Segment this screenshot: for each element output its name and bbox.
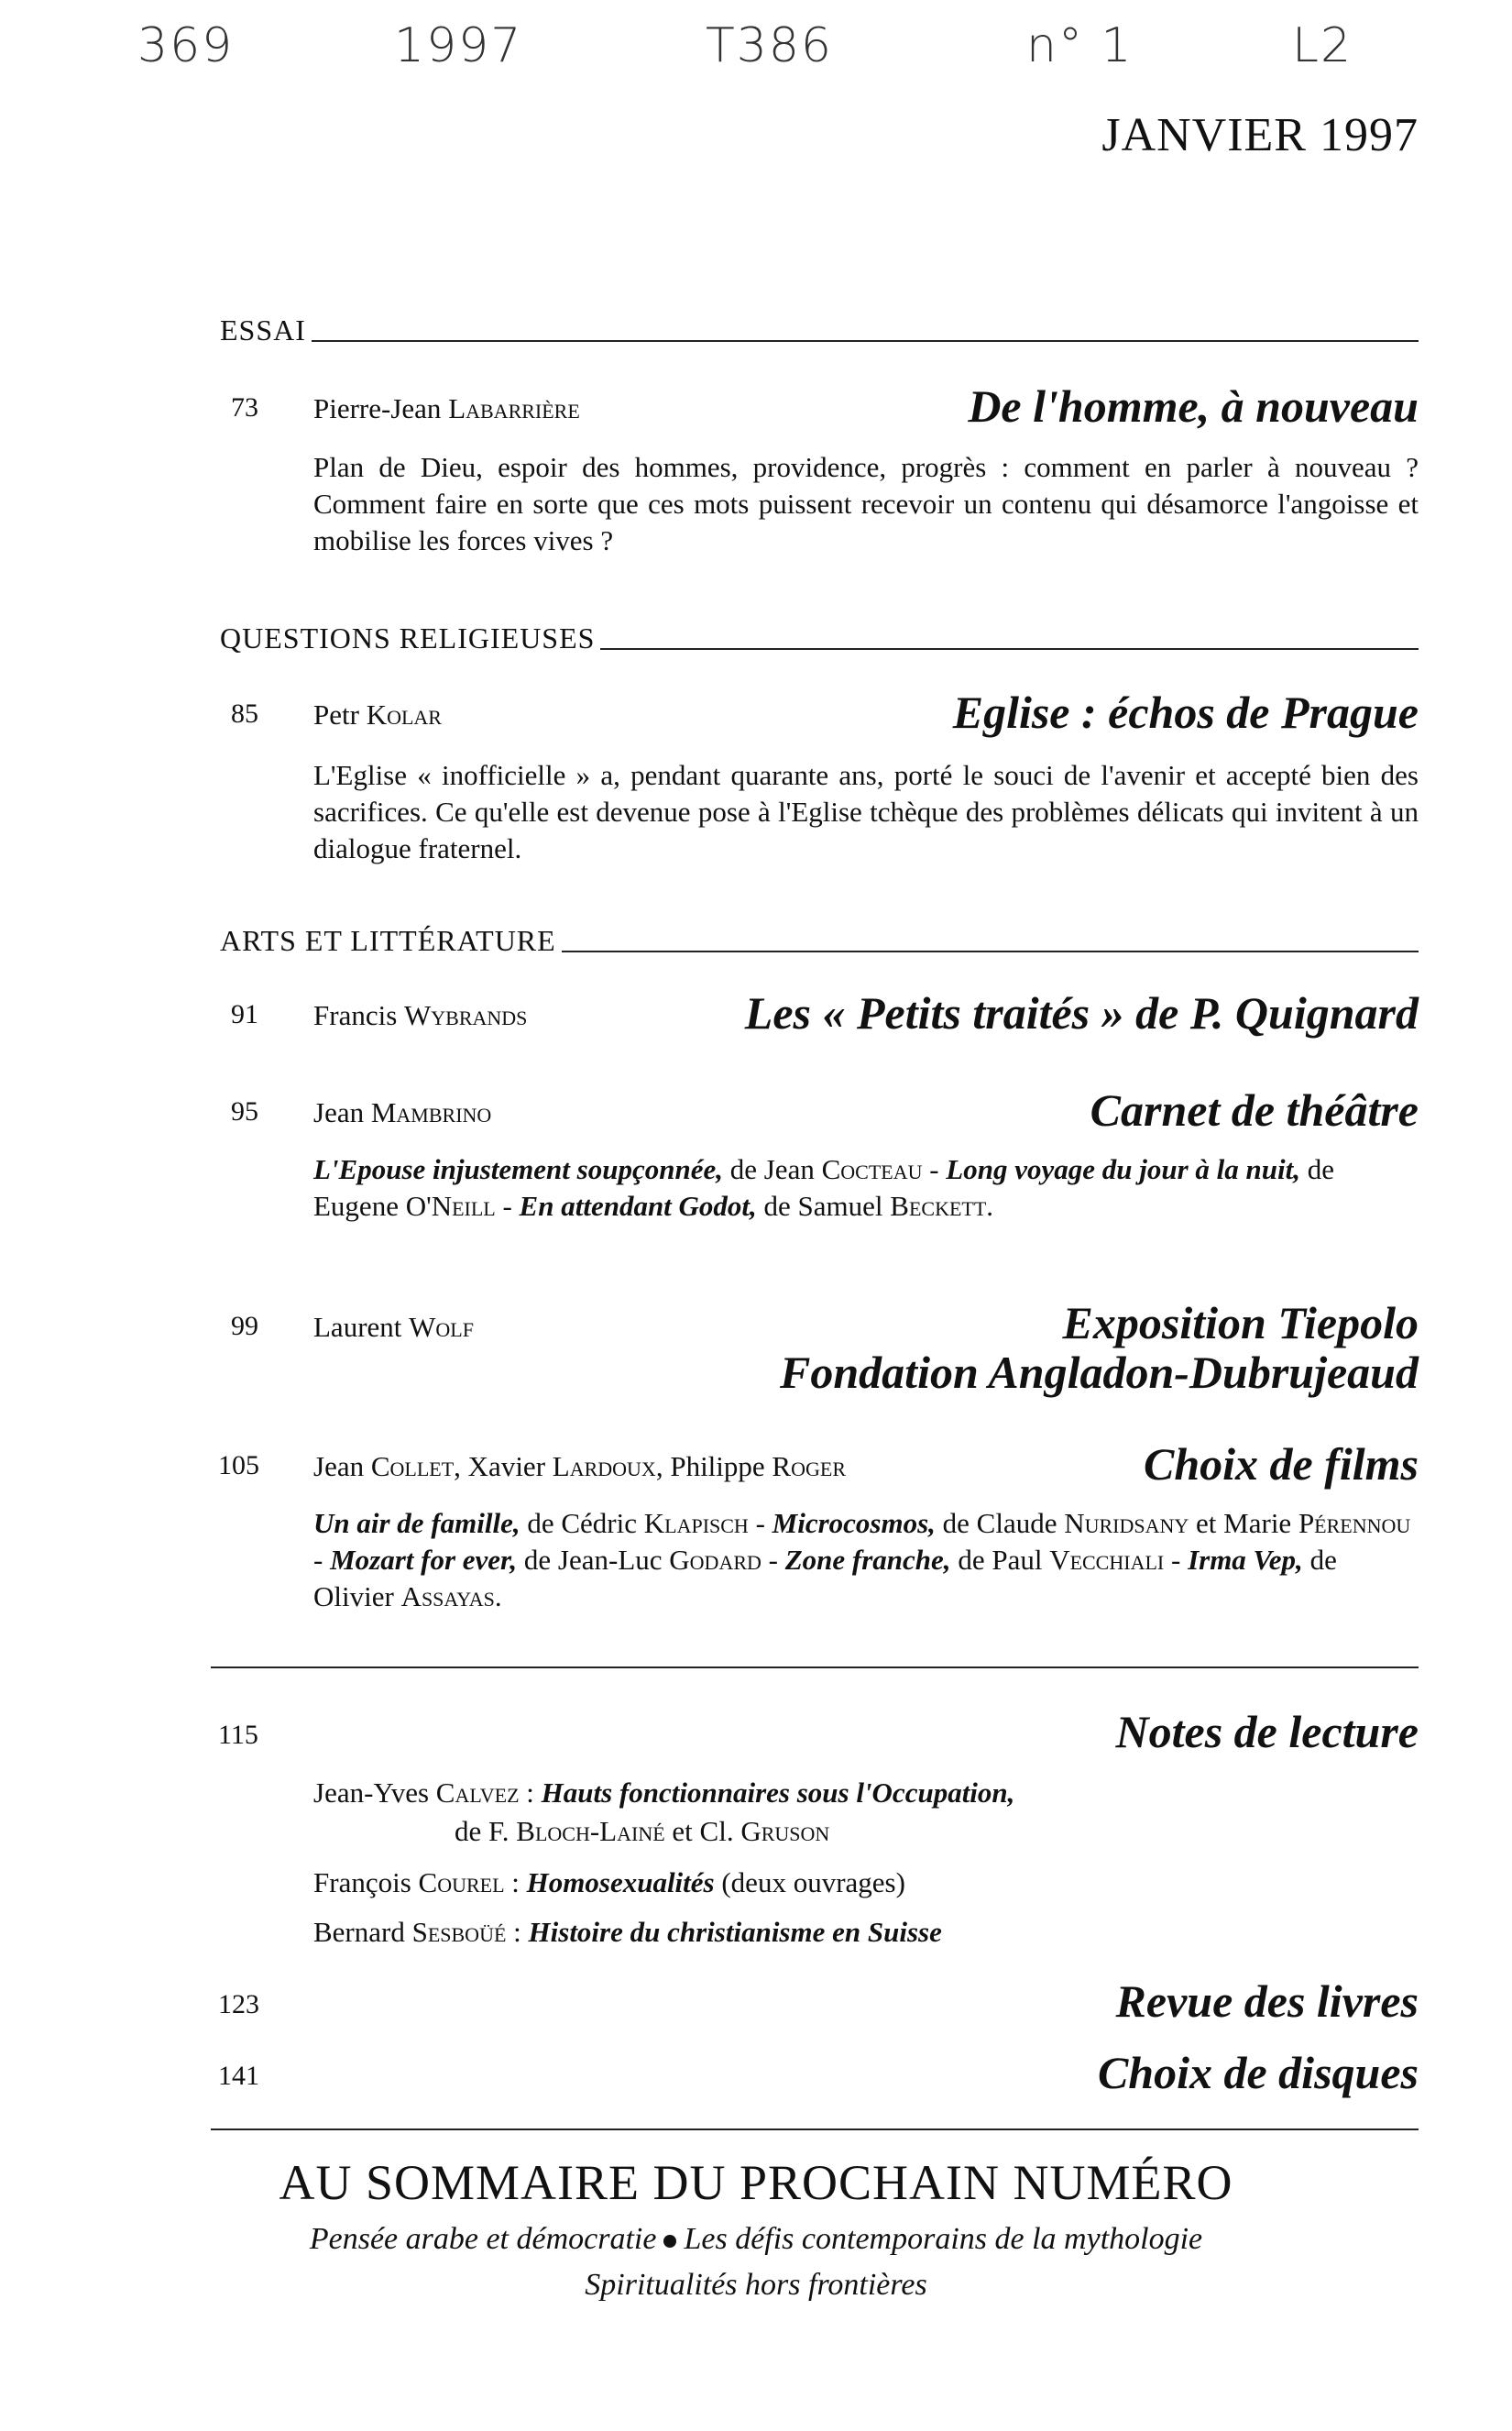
article-title: Eglise : échos de Prague (952, 687, 1419, 738)
section-heading-questions (220, 622, 1419, 655)
article-author: Pierre-Jean Labarrière (313, 392, 580, 424)
page-number: 95 (231, 1096, 258, 1127)
note-entry: Jean-Yves Calvez : Hauts fonctionnaires sous l'Occupation, (313, 1776, 1015, 1809)
page-number: 85 (231, 698, 258, 729)
article-author: Petr Kolar (313, 698, 442, 731)
article-description: Plan de Dieu, espoir des hommes, providence, progrès : comment en parler à nouveau ? Comment faire en sorte que ces mots puissent recevoir un contenu qui désamorce l'angoisse et mobilise les forces vives ? (313, 451, 1419, 556)
article-title: Choix de films (1143, 1438, 1419, 1490)
note-entry-authors: de F. Bloch-Lainé et Cl. Gruson (455, 1815, 830, 1847)
page-number: 123 (218, 1989, 259, 2019)
article-title: Les « Petits traités » de P. Quignard (744, 987, 1419, 1039)
handwritten-note-2: 1997 (394, 18, 523, 73)
article-title: Carnet de théâtre (1090, 1084, 1419, 1136)
handwritten-note-1: 369 (137, 18, 235, 73)
note-entry: Bernard Sesboüé : Histoire du christianisme en Suisse (313, 1916, 942, 1948)
section-heading-arts (220, 924, 1419, 958)
article-title: Choix de disques (1097, 2047, 1419, 2098)
article-description: Un air de famille, de Cédric Klapisch - Microcosmos, de Claude Nuridsany et Marie Pérennou - Mozart for ever, de Jean-Luc Godard - Zone franche, de Paul Vecchiali - Irma Vep, de Olivier Assayas. (313, 1507, 1411, 1612)
page-number: 91 (231, 999, 258, 1029)
article-title: Revue des livres (1115, 1975, 1419, 2027)
article-author: Laurent Wolf (313, 1311, 474, 1343)
note-entry: François Courel : Homosexualités (deux ouvrages) (313, 1866, 905, 1898)
next-issue-heading: AU SOMMAIRE DU PROCHAIN NUMÉRO (279, 2155, 1233, 2210)
section-heading-essai (220, 314, 1419, 347)
article-description: L'Epouse injustement soupçonnée, de Jean Cocteau - Long voyage du jour à la nuit, de Eugene O'Neill - En attendant Godot, de Samuel Beckett. (313, 1153, 1334, 1222)
bullet-icon (663, 2235, 676, 2248)
article-authors: Jean Collet, Xavier Lardoux, Philippe Roger (313, 1450, 846, 1482)
handwritten-note-5: L2 (1292, 18, 1353, 73)
section-heading-label: ARTS ET LITTÉRATURE (220, 924, 556, 957)
page-number: 115 (218, 1720, 258, 1750)
article-title-line-1: Exposition Tiepolo (1062, 1297, 1419, 1348)
next-issue-topic: Spiritualités hors frontières (585, 2268, 927, 2302)
handwritten-note-3: T386 (706, 18, 834, 73)
page-number: 73 (231, 392, 258, 423)
next-issue-topics: Pensée arabe et démocratie Les défis contemporains de la mythologie (309, 2222, 1203, 2256)
issue-date: JANVIER 1997 (1101, 109, 1419, 161)
article-title: De l'homme, à nouveau (968, 380, 1419, 432)
divider (211, 1666, 1419, 1668)
article-author: Francis Wybrands (313, 999, 528, 1031)
article-description: L'Eglise « inofficielle » a, pendant quarante ans, porté le souci de l'avenir et accepté bien des sacrifices. Ce qu'elle est devenue pose à l'Eglise tchèque des problèmes délicats qui invitent à un dialogue fraternel. (313, 759, 1419, 864)
page-number: 99 (231, 1311, 258, 1341)
article-author: Jean Mambrino (313, 1096, 492, 1128)
section-heading-label: QUESTIONS RELIGIEUSES (220, 622, 596, 654)
divider (211, 2128, 1419, 2130)
article-title: Notes de lecture (1115, 1706, 1419, 1757)
page-number: 141 (218, 2061, 259, 2091)
article-title-line-2: Fondation Angladon-Dubrujeaud (780, 1347, 1419, 1398)
section-heading-label: ESSAI (220, 314, 306, 346)
page-number: 105 (218, 1450, 259, 1480)
handwritten-note-4: n° 1 (1026, 18, 1134, 73)
